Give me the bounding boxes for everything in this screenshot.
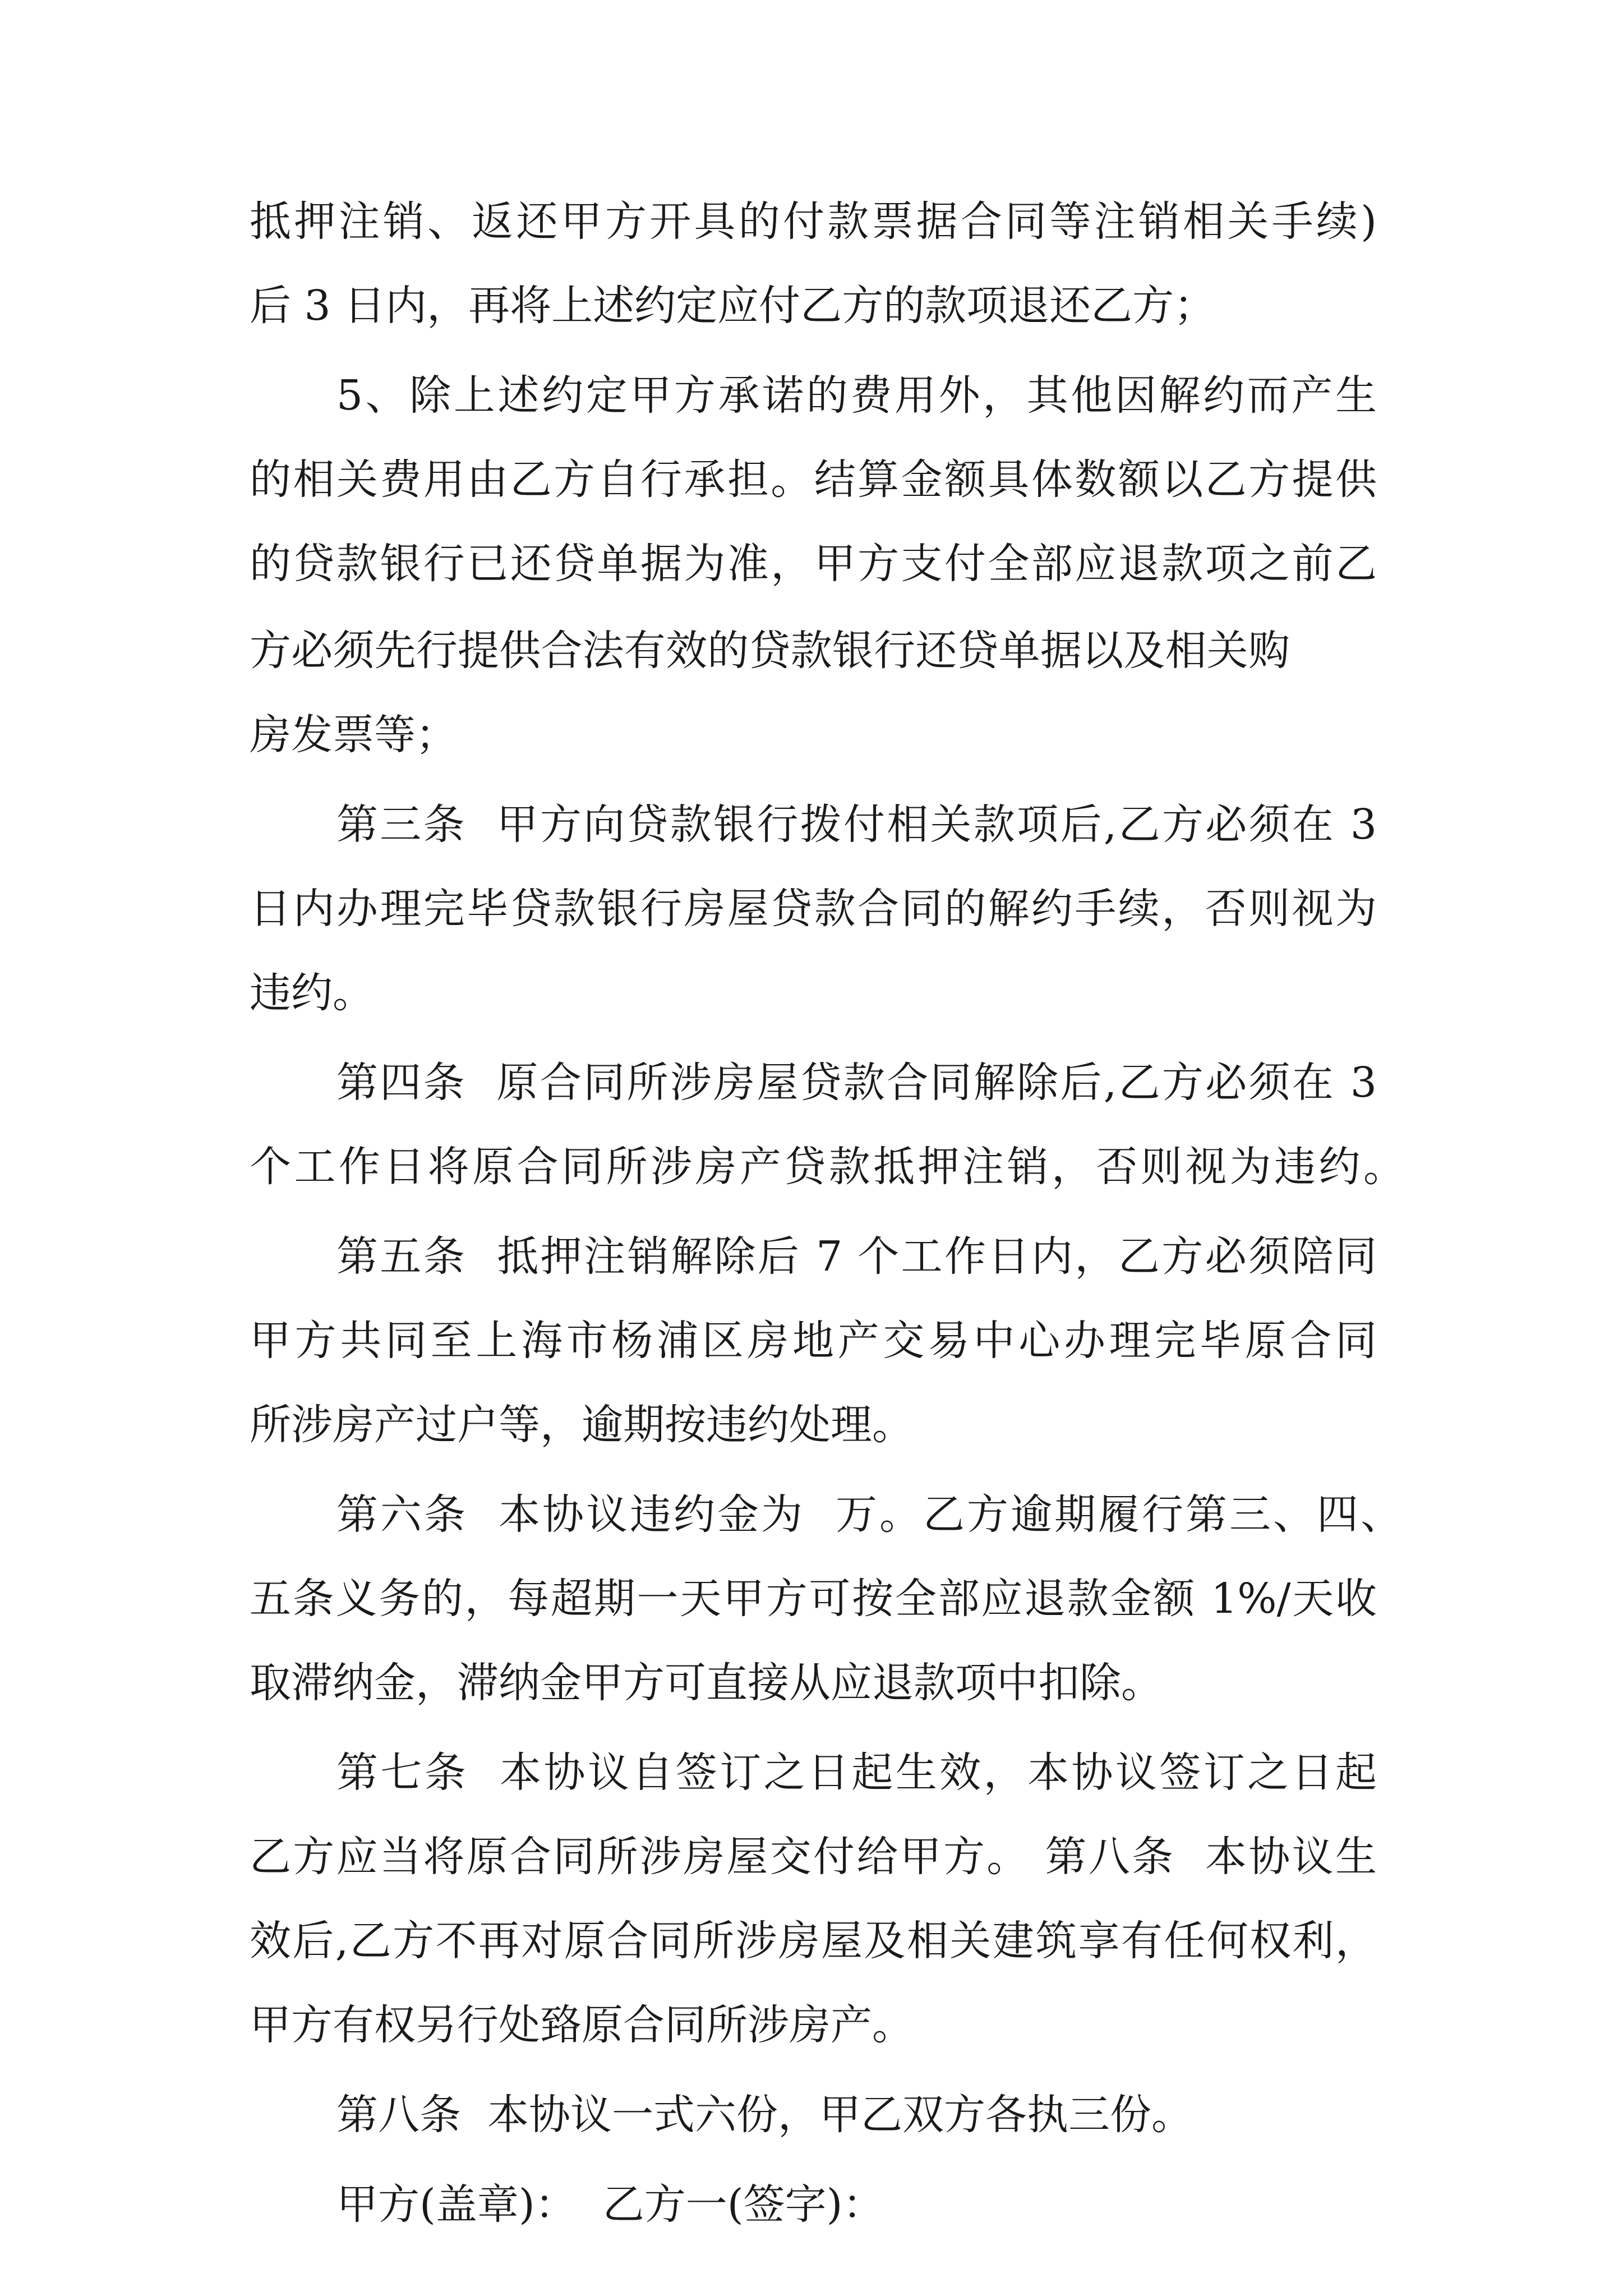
text-line-20: 乙方应当将原合同所涉房屋交付给甲方。 第八条 本协议生 [250,1833,1377,1881]
text-line-9: 日内办理完毕贷款银行房屋贷款合同的解约手续，否则视为 [250,885,1377,933]
text-line-7: 房发票等； [250,711,457,759]
text-line-4: 的相关费用由乙方自行承担。结算金额具体数额以乙方提供 [250,455,1377,504]
text-line-1: 抵押注销、返还甲方开具的付款票据合同等注销相关手续) [250,197,1377,246]
text-line-15: 所涉房产过户等，逾期按违约处理。 [250,1401,914,1449]
text-line-10: 违约。 [250,969,374,1017]
text-line-5: 的贷款银行已还贷单据为准，甲方支付全部应退款项之前乙 [250,540,1377,588]
text-line-16: 第六条 本协议违约金为 万。乙方逾期履行第三、四、 [336,1490,1402,1539]
text-line-8: 第三条 甲方向贷款银行拨付相关款项后,乙方必须在 3 [336,800,1377,849]
text-line-23: 第八条 本协议一式六份，甲乙双方各执三份。 [336,2091,1193,2139]
text-line-11: 第四条 原合同所涉房屋贷款合同解除后,乙方必须在 3 [336,1059,1377,1107]
text-line-21: 效后,乙方不再对原合同所涉房屋及相关建筑享有任何权利， [250,1917,1377,1965]
text-line-3: 5、除上述约定甲方承诺的费用外，其他因解约而产生 [336,371,1377,420]
text-line-17: 五条义务的，每超期一天甲方可按全部应退款金额 1%/天收 [250,1575,1377,1623]
text-line-18: 取滞纳金，滞纳金甲方可直接从应退款项中扣除。 [250,1659,1163,1707]
text-line-12: 个工作日将原合同所涉房产贷款抵押注销，否则视为违约。 [250,1143,1405,1191]
text-line-14: 甲方共同至上海市杨浦区房地产交易中心办理完毕原合同 [250,1317,1377,1365]
text-line-6: 方必须先行提供合法有效的贷款银行还贷单据以及相关购 [250,627,1290,675]
text-line-2: 后 3 日内，再将上述约定应付乙方的款项退还乙方； [250,282,1216,330]
text-line-13: 第五条 抵押注销解除后 7 个工作日内，乙方必须陪同 [336,1232,1377,1281]
text-line-19: 第七条 本协议自签订之日起生效，本协议签订之日起 [336,1749,1377,1797]
signature-line: 甲方(盖章)： 乙方一(签字)： [336,2180,884,2229]
text-line-22: 甲方有权另行处臵原合同所涉房产。 [250,2001,914,2049]
